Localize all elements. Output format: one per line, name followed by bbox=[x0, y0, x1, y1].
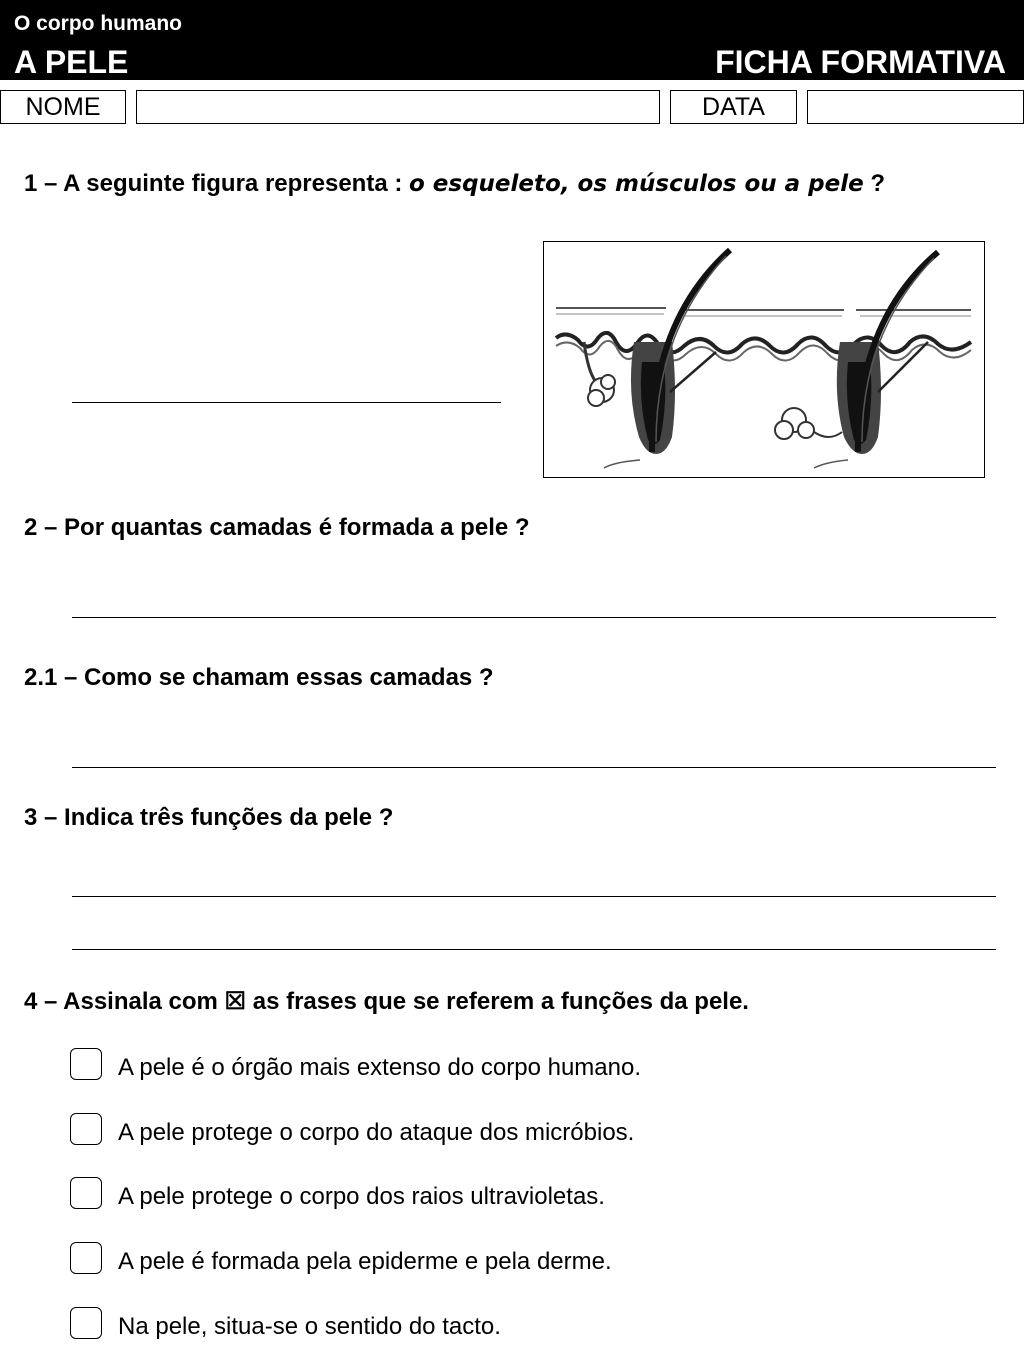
question-1-options: o esqueleto, os músculos ou a pele bbox=[409, 171, 864, 197]
checkbox[interactable] bbox=[70, 1242, 102, 1274]
checkbox[interactable] bbox=[70, 1177, 102, 1209]
topic-title: A PELE bbox=[14, 44, 129, 80]
question-2-1: 2.1 – Como se chamam essas camadas ? bbox=[24, 664, 494, 691]
checklist-item-text: Na pele, situa-se o sentido do tacto. bbox=[118, 1313, 501, 1340]
answer-line-3a[interactable] bbox=[72, 896, 996, 897]
question-2: 2 – Por quantas camadas é formada a pele ? bbox=[24, 514, 530, 541]
answer-line-2-1[interactable] bbox=[72, 767, 996, 768]
subject-title: O corpo humano bbox=[14, 12, 182, 35]
answer-line-3b[interactable] bbox=[72, 949, 996, 950]
question-4: 4 – Assinala com ☒ as frases que se referem a funções da pele. bbox=[24, 988, 749, 1015]
checklist-item-text: A pele é o órgão mais extenso do corpo humano. bbox=[118, 1054, 642, 1081]
checkbox[interactable] bbox=[70, 1113, 102, 1145]
question-1 bbox=[24, 170, 885, 198]
sheet-title: FICHA FORMATIVA bbox=[715, 44, 1006, 80]
date-label: DATA bbox=[670, 90, 797, 124]
question-1-prefix: 1 – A seguinte figura representa : bbox=[24, 170, 409, 197]
checklist-item-text: A pele protege o corpo do ataque dos micróbios. bbox=[118, 1119, 635, 1146]
worksheet-header bbox=[0, 0, 1024, 80]
skin-illustration bbox=[543, 241, 985, 478]
question-1-suffix: ? bbox=[863, 170, 886, 197]
checkbox[interactable] bbox=[70, 1048, 102, 1080]
checkbox[interactable] bbox=[70, 1307, 102, 1339]
checklist-item-text: A pele é formada pela epiderme e pela derme. bbox=[118, 1248, 612, 1275]
date-field[interactable] bbox=[807, 90, 1024, 124]
checklist-item-text: A pele protege o corpo dos raios ultravioletas. bbox=[118, 1183, 605, 1210]
name-label: NOME bbox=[0, 90, 126, 124]
name-field[interactable] bbox=[136, 90, 660, 124]
skin-cross-section-drawing bbox=[544, 242, 983, 476]
question-3: 3 – Indica três funções da pele ? bbox=[24, 804, 394, 831]
answer-line-1[interactable] bbox=[72, 402, 501, 403]
answer-line-2[interactable] bbox=[72, 617, 996, 618]
